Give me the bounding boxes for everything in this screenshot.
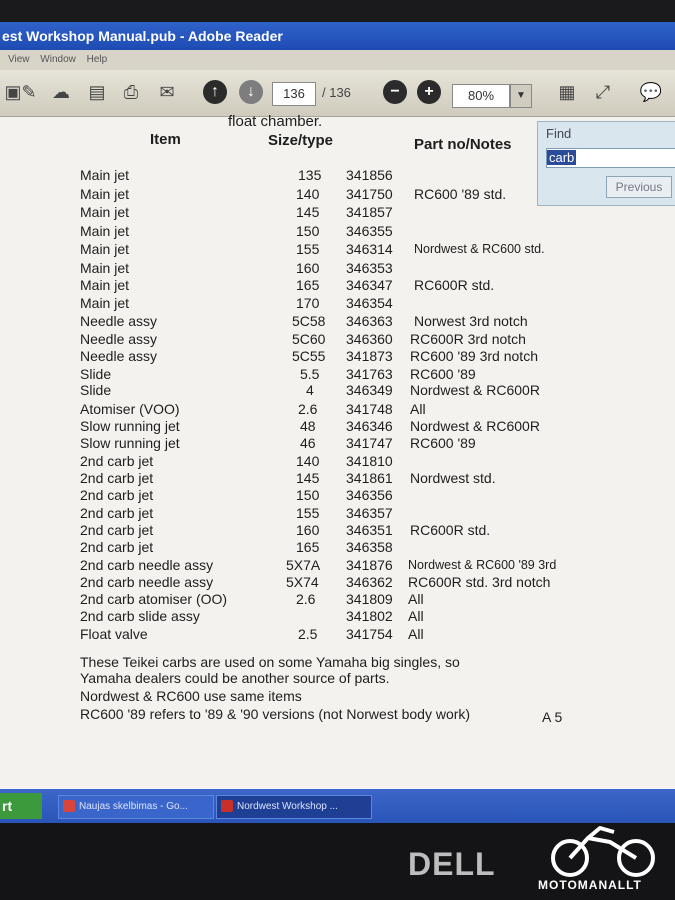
row-size: 150 [296, 487, 320, 503]
row-part-number: 341809 [346, 591, 393, 607]
zoom-out-button[interactable] [382, 79, 408, 105]
watermark: MOTOMANALLT [538, 878, 642, 892]
row-part-number: 341873 [346, 348, 393, 364]
note-line: RC600 '89 refers to '89 & '90 versions (not Norwest body work) [80, 706, 471, 722]
zoom-input[interactable]: 80% [452, 84, 510, 108]
find-panel [537, 121, 675, 206]
row-part-number: 346357 [346, 505, 393, 521]
row-note: Norwest 3rd notch [414, 313, 528, 329]
row-note: RC600R std. [414, 277, 495, 293]
note-line: Nordwest & RC600 use same items [80, 688, 302, 704]
row-item: 2nd carb needle assy [80, 557, 214, 573]
monitor-brand-logo: DELL [408, 846, 496, 882]
page-total: / 136 [322, 85, 351, 100]
row-item: 2nd carb slide assy [80, 608, 200, 624]
find-input-value: carb [549, 150, 575, 165]
arrow-up-icon: ↑ [203, 80, 227, 104]
row-item: 2nd carb jet [80, 505, 154, 521]
row-size: 5C55 [292, 348, 326, 364]
taskbar [0, 789, 675, 823]
row-item: Slow running jet [80, 418, 180, 434]
row-item: Main jet [80, 167, 130, 183]
row-item: 2nd carb jet [80, 453, 154, 469]
taskbar-item-browser[interactable] [58, 795, 214, 819]
find-label: Find [546, 126, 572, 141]
row-note: RC600 '89 [410, 435, 476, 451]
page-label: A 5 [542, 709, 563, 725]
row-size: 145 [296, 204, 320, 220]
next-page-button[interactable] [238, 79, 264, 105]
row-part-number: 341802 [346, 608, 393, 624]
row-size: 135 [298, 167, 322, 183]
find-input[interactable] [546, 148, 675, 168]
row-size: 5X7A [286, 557, 321, 573]
zoom-in-button[interactable] [416, 79, 442, 105]
row-size: 140 [296, 453, 320, 469]
row-item: Needle assy [80, 348, 158, 364]
menu-view[interactable]: View [8, 54, 30, 65]
minus-icon: − [383, 80, 407, 104]
arrow-down-icon: ↓ [239, 80, 263, 104]
start-button[interactable]: rt [0, 793, 42, 819]
row-part-number: 341747 [346, 435, 393, 451]
row-note: Nordwest & RC600R [410, 418, 540, 434]
row-item: Float valve [80, 626, 148, 642]
row-part-number: 346347 [346, 277, 393, 293]
row-part-number: 341857 [346, 204, 393, 220]
taskbar-item-label: Nordwest Workshop ... [237, 801, 338, 812]
print-icon[interactable]: ⎙ [123, 81, 139, 102]
row-size: 165 [296, 539, 320, 555]
header-size: Size/type [268, 132, 334, 149]
row-item: 2nd carb jet [80, 470, 154, 486]
note-line: Yamaha dealers could be another source of parts. [80, 670, 390, 686]
row-item: Main jet [80, 277, 130, 293]
row-part-number: 341876 [346, 557, 393, 573]
row-size: 5X74 [286, 574, 319, 590]
row-note: All [408, 591, 424, 607]
row-part-number: 341856 [346, 167, 393, 183]
row-item: Needle assy [80, 313, 158, 329]
plus-icon: + [417, 80, 441, 104]
row-note: RC600R std. [410, 522, 491, 538]
row-note: Nordwest & RC600R [410, 382, 540, 398]
row-part-number: 346355 [346, 223, 393, 239]
row-item: Main jet [80, 223, 130, 239]
row-part-number: 346314 [346, 241, 393, 257]
row-size: 5C58 [292, 313, 326, 329]
browser-icon [63, 800, 75, 812]
email-icon[interactable]: ✉ [159, 81, 175, 102]
document-page [0, 113, 675, 789]
save-icon[interactable]: ▤ [88, 81, 106, 102]
row-item: 2nd carb jet [80, 522, 154, 538]
row-size: 155 [296, 241, 320, 257]
row-part-number: 346362 [346, 574, 393, 590]
row-note: RC600 '89 std. [414, 186, 507, 202]
row-item: 2nd carb needle assy [80, 574, 214, 590]
row-note: RC600 '89 3rd notch [410, 348, 538, 364]
menu-bar [0, 50, 675, 70]
note-line: These Teikei carbs are used on some Yamaha big singles, so [80, 654, 460, 670]
pdf-icon [221, 800, 233, 812]
monitor-bezel-top [0, 0, 675, 22]
row-size: 160 [296, 522, 320, 538]
row-item: 2nd carb jet [80, 539, 154, 555]
row-note: RC600R std. 3rd notch [408, 574, 551, 590]
cloud-upload-icon[interactable]: ☁ [52, 81, 70, 102]
row-part-number: 346349 [346, 382, 393, 398]
previous-page-button[interactable] [202, 79, 228, 105]
menu-window[interactable]: Window [40, 54, 76, 65]
row-size: 150 [296, 223, 320, 239]
row-note: Nordwest & RC600 std. [414, 242, 545, 256]
row-note: RC600R 3rd notch [410, 331, 526, 347]
row-note: Nordwest & RC600 '89 3rd [408, 558, 557, 572]
row-size: 2.6 [298, 401, 318, 417]
row-part-number: 341763 [346, 366, 393, 382]
find-previous-button[interactable]: Previous [606, 176, 672, 198]
menu-help[interactable]: Help [86, 54, 108, 65]
row-size: 4 [306, 382, 314, 398]
chevron-down-icon: ▼ [516, 90, 526, 101]
row-part-number: 346356 [346, 487, 393, 503]
row-part-number: 346358 [346, 539, 393, 555]
row-part-number: 346351 [346, 522, 393, 538]
header-item: Item [150, 131, 181, 148]
header-part: Part no/Notes [414, 136, 512, 153]
edit-document-icon[interactable]: ✎ [21, 81, 37, 102]
row-part-number: 346346 [346, 418, 393, 434]
row-item: Main jet [80, 241, 130, 257]
row-item: Slow running jet [80, 435, 180, 451]
row-size: 155 [296, 505, 320, 521]
motorcycle-logo-icon [548, 824, 658, 880]
cut-off-text: float chamber. [228, 113, 323, 130]
row-note: All [408, 626, 424, 642]
row-part-number: 341754 [346, 626, 393, 642]
row-size: 165 [296, 277, 320, 293]
row-part-number: 341810 [346, 453, 393, 469]
row-note: All [410, 401, 426, 417]
fit-page-icon[interactable]: ▦ [558, 81, 576, 102]
row-size: 46 [300, 435, 316, 451]
row-size: 48 [300, 418, 316, 434]
row-part-number: 346353 [346, 260, 393, 276]
full-screen-icon[interactable]: ⤢ [595, 81, 611, 102]
row-size: 2.6 [296, 591, 316, 607]
zoom-dropdown-button[interactable] [510, 84, 532, 108]
row-item: Main jet [80, 186, 130, 202]
taskbar-item-label: Naujas skelbimas - Go... [79, 801, 188, 812]
row-note: All [408, 608, 424, 624]
row-part-number: 341750 [346, 186, 393, 202]
page-number-input[interactable]: 136 [272, 82, 316, 106]
row-size: 5.5 [300, 366, 320, 382]
row-part-number: 341748 [346, 401, 393, 417]
row-size: 170 [296, 295, 320, 311]
row-size: 140 [296, 186, 320, 202]
row-note: Nordwest std. [410, 470, 496, 486]
row-item: 2nd carb jet [80, 487, 154, 503]
open-icon[interactable]: ▣ [4, 81, 22, 102]
row-item: Atomiser (VOO) [80, 401, 180, 417]
row-item: Slide [80, 366, 112, 382]
row-item: Main jet [80, 204, 130, 220]
row-size: 2.5 [298, 626, 318, 642]
taskbar-item-pdf[interactable] [216, 795, 372, 819]
row-note: RC600 '89 [410, 366, 476, 382]
row-part-number: 341861 [346, 470, 393, 486]
row-item: Slide [80, 382, 112, 398]
row-item: Needle assy [80, 331, 158, 347]
row-part-number: 346363 [346, 313, 393, 329]
row-part-number: 346360 [346, 331, 393, 347]
row-part-number: 346354 [346, 295, 393, 311]
comment-icon[interactable]: 💬 [639, 81, 663, 102]
row-item: 2nd carb atomiser (OO) [80, 591, 228, 607]
row-size: 5C60 [292, 331, 326, 347]
row-item: Main jet [80, 260, 130, 276]
window-title: est Workshop Manual.pub - Adobe Reader [0, 22, 675, 50]
row-size: 145 [296, 470, 320, 486]
row-item: Main jet [80, 295, 130, 311]
row-size: 160 [296, 260, 320, 276]
